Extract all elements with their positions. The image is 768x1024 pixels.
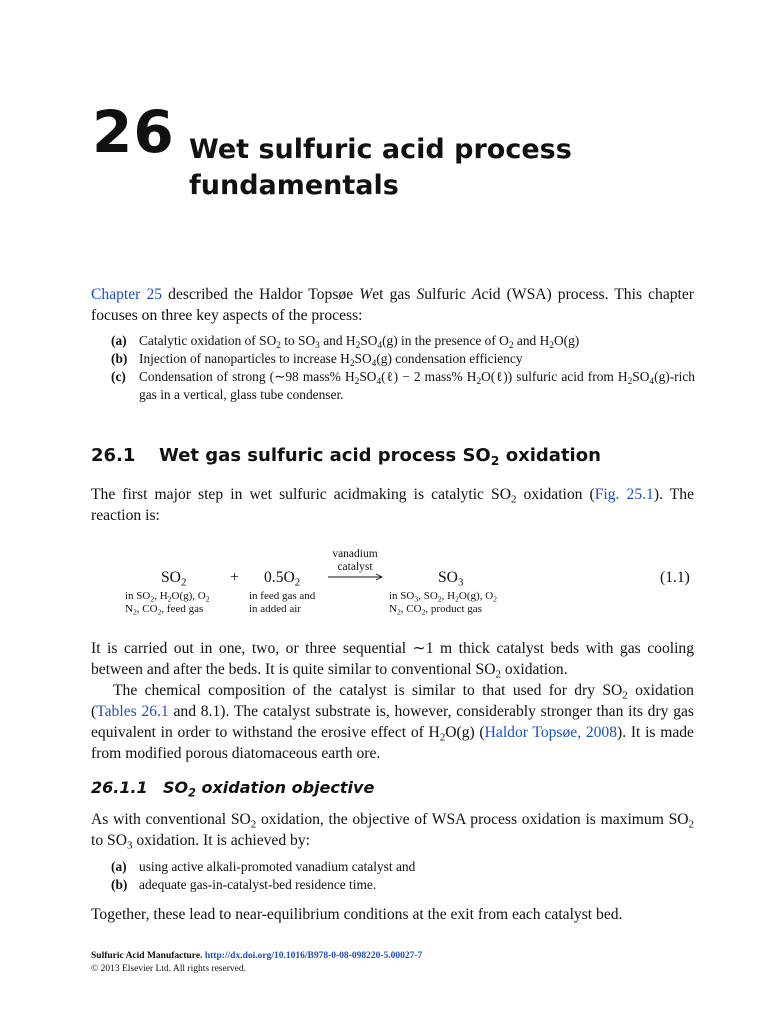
chapter-title-line1: Wet sulfuric acid process: [189, 134, 572, 165]
footer-citation: Sulfuric Acid Manufacture. http://dx.doi.org/10.1016/B978-0-08-098220-5.00027-7: [91, 951, 423, 961]
paragraph: The chemical composition of the catalyst is similar to that used for dry $SO_2$ oxidation (Tables 26.1 and 8.1). The catalyst substrate is, however, considerably stronger than its dry gas equivalent in order to withstand the erosive effect of $H_2O(g)$ (Haldor Topsøe, 2008). It is made from modified porous diatomaceous earth ore.: [91, 682, 694, 762]
intro-text: described the Haldor Topsøe: [162, 286, 360, 303]
product-note: in $SO_3$, $SO_2$, $H_2O(g)$, $O_2$ $N_2$, $CO_2$, product gas: [389, 590, 497, 617]
paragraph: The first major step in wet sulfuric acidmaking is catalytic $SO_2$ oxidation (Fig. 25.1). The reaction is:: [91, 486, 694, 524]
haldor-topsoe-2008-link[interactable]: Haldor Topsøe, 2008: [484, 724, 618, 741]
product-so3: $SO_3$: [438, 569, 464, 589]
oxygen-note: in feed gas and in added air: [249, 590, 316, 615]
paragraph: As with conventional $SO_2$ oxidation, the objective of WSA process oxidation is maximum $SO_2$ to $SO_3$ oxidation. It is achieved by:: [91, 811, 694, 852]
item-label: (b): [111, 877, 128, 892]
list-item: (a) Catalytic oxidation of $SO_2$ to $SO_3$ and $H_2SO_4(g)$ in the presence of $O_2$ and $H_2O(g)$: [111, 333, 580, 351]
item-label: (c): [111, 369, 126, 384]
tables-26-1-link[interactable]: Tables 26.1: [96, 703, 169, 720]
fig-25-1-link[interactable]: Fig. 25.1: [594, 486, 654, 503]
subsection-heading: 26.1.1 $SO_2$ oxidation objective: [91, 778, 375, 800]
subsection-title: SO: [163, 778, 189, 797]
chapter-25-link[interactable]: Chapter 25: [91, 286, 163, 303]
paragraph: Together, these lead to near-equilibrium conditions at the exit from each catalyst bed.: [91, 906, 623, 923]
chapter-title: [189, 132, 709, 204]
intro-a: A: [471, 286, 482, 303]
section-title: Wet gas sulfuric acid process SO: [159, 445, 491, 466]
list-item: (a) using active alkali-promoted vanadium catalyst and: [111, 859, 416, 874]
chapter-title-line2: fundamentals: [189, 170, 399, 201]
intro-s: S: [416, 286, 425, 303]
reactant-so2: $SO_2$: [161, 569, 187, 589]
section-heading: 26.1 Wet gas sulfuric acid process $SO_2$ oxidation: [91, 445, 601, 468]
aspects-list: [111, 332, 695, 404]
footer-copyright: © 2013 Elsevier Ltd. All rights reserved.: [91, 964, 246, 974]
reactant-note: in $SO_2$, $H_2O(g)$, $O_2$ $N_2$, $CO_2$, feed gas: [125, 590, 210, 617]
chapter-number: 26: [92, 98, 175, 166]
arrow-label: vanadium catalyst: [332, 548, 378, 573]
list-item: (b) Injection of nanoparticles to increase $H_2SO_4(g)$ condensation efficiency: [111, 351, 523, 369]
item-label: (b): [111, 351, 128, 366]
intro-text: et gas: [372, 286, 417, 303]
equation-number: (1.1): [660, 569, 690, 586]
objective-list: [111, 858, 695, 894]
section-number: 26.1: [91, 445, 136, 466]
list-item: (c) Condensation of strong (∼98 mass% $H_2SO_4(\ell) - 2$ mass% $H_2O(\ell)$) sulfuric acid from $H_2SO_4(g)$-rich gas in a vertical, glass tube condenser.: [111, 369, 696, 402]
paragraph: It is carried out in one, two, or three sequential ∼1 m thick catalyst beds with gas cooling between and after the beds. It is quite similar to conventional $SO_2$ oxidation.: [91, 640, 694, 681]
intro-text: cid (WSA) process. This chapter focuses on three key aspects of the process:: [91, 286, 694, 324]
item-label: (a): [111, 333, 127, 348]
intro-w: W: [359, 286, 373, 303]
subsection-title: oxidation objective: [195, 778, 375, 797]
section-title: oxidation: [499, 445, 601, 466]
list-item: (b) adequate gas-in-catalyst-bed residence time.: [111, 877, 377, 892]
intro-text: ulfuric: [424, 286, 472, 303]
item-label: (a): [111, 859, 127, 874]
subsection-number: 26.1.1: [91, 778, 148, 797]
reaction-arrow-icon: [328, 573, 384, 581]
reactant-o2: $0.5O_2$: [264, 569, 301, 589]
intro-paragraph: [91, 284, 694, 326]
doi-link[interactable]: http://dx.doi.org/10.1016/B978-0-08-098220-5.00027-7: [204, 951, 423, 961]
plus-sign: +: [230, 569, 239, 586]
